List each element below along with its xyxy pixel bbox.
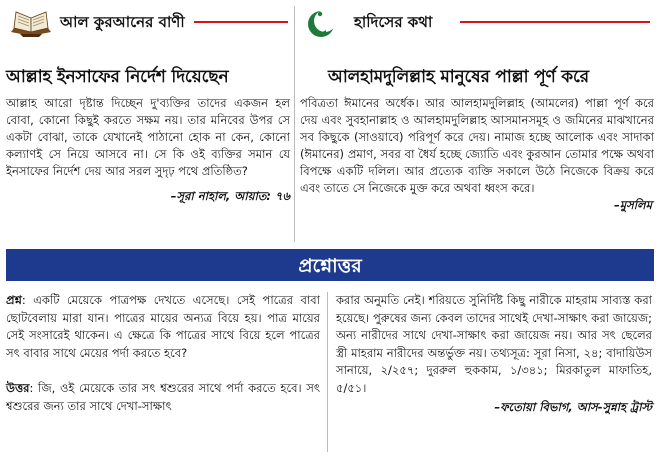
question-text: : একটি মেয়েকে পাত্রপক্ষ দেখতে এসেছে। সেই পাত্রের বাবা ছোটবেলায় মারা যান। পাত্রের মায়ের অন্যত্র বিয়ে হয়। পাত্র মায়ের সেই সংসারেই থাকেন। এ ক্ষেত্রে কি পাত্রের সাথে বিয়ে হলে পাত্রের সৎ বাবার সাথে মেয়ের পর্দা করতে হবে?	[6, 293, 320, 360]
crescent-icon	[304, 8, 338, 38]
answer-paragraph	[6, 380, 320, 415]
quran-book-icon	[8, 8, 54, 38]
question-paragraph	[6, 292, 320, 362]
hadith-reference: –মুসলিম	[614, 198, 652, 212]
quran-body: আল্লাহ আরো দৃষ্টান্ত দিচ্ছেন দু'ব্যক্তির তাদের একজন হল বোবা, কোনো কিছুই করতে সক্ষম নয়। তার মনিবের উপর সে একটা বোঝা, তাকে যেখানেই পাঠানো হোক না কেন, কোনো কল্যাণই সে নিয়ে আসবে না। সে কি ওই ব্যক্তির সমান যে ইনসাফের নির্দেশ দেয় আর সরল সুদৃঢ় পথে প্রতিষ্ঠিত?	[6, 96, 290, 178]
qa-reference: –ফতোয়া বিভাগ, আস-সুন্নাহ ট্রাস্ট	[494, 400, 652, 414]
qa-banner	[6, 249, 654, 281]
quran-section-header	[6, 0, 290, 44]
quran-header-rule	[194, 21, 288, 23]
answer-label: উত্তর	[6, 381, 30, 395]
quran-reference: –সূরা নাহাল, আয়াত: ৭৬	[170, 189, 290, 203]
answer-text-start: : জি, ওই মেয়েকে তার সৎ শ্বশুরের সাথে পর্দা করতে হবে। সৎ শ্বশুরের জন্য তার সাথে দেখা-সাক্ষাৎ	[6, 381, 320, 413]
column-divider	[294, 6, 295, 242]
qa-banner-title: প্রশ্নোত্তর	[298, 255, 362, 277]
answer-text-continued: করার অনুমতি নেই। শরিয়তে সুনির্দিষ্ট কিছু নারীকে মাহরাম সাব্যস্ত করা হয়েছে। পুরুষের জন্য কেবল তাদের সাথেই দেখা-সাক্ষাৎ করা জায়েজ; অন্য নারীদের সাথে দেখা-সাক্ষাৎ করা জায়েজ নয়। আর সৎ ছেলের স্ত্রী মাহরাম নারীদের অন্তর্ভুক্ত নয়। তথ্যসূত্র: সূরা নিসা, ২৪; বাদায়িউস সানায়ে, ২/২৫৭; দুররুল হুককাম, ১/৩৪১; মিরকাতুল মাফাতিহ, ৫/৫১।	[336, 293, 652, 395]
quran-title: আল্লাহ ইনসাফের নির্দেশ দিয়েছেন	[6, 67, 229, 87]
hadith-header-rule	[460, 21, 650, 23]
hadith-title: আলহামদুলিল্লাহ মানুষের পাল্লা পূর্ণ করে	[328, 67, 589, 87]
question-label: প্রশ্ন	[6, 293, 22, 307]
qa-right-column	[336, 292, 652, 418]
quran-section	[6, 0, 290, 207]
hadith-body: পবিত্রতা ঈমানের অর্ধেক। আর আলহামদুলিল্লাহ (আমলের) পাল্লা পূর্ণ করে দেয় এবং সুবহানাল্লাহ ও আলহামদুলিল্লাহ আসমানসমূহ ও জমিনের মাঝখানের সব কিছুকে (সাওয়াবে) পরিপূর্ণ করে দেয়। নামাজ হচ্ছে আলোক এবং সাদাকা (ঈমানের) প্রমাণ, সবর বা ধৈর্য হচ্ছে জ্যোতি এবং কুরআন তোমার পক্ষে অথবা বিপক্ষে একটি দলিল। আর প্রত্যেক ব্যক্তি সকালে উঠে নিজেকে বিক্রয় করে এবং তাতে সে নিজেকে মুক্ত করে অথবা ধ্বংস করে।	[300, 96, 654, 195]
quran-section-title: আল কুরআনের বাণী	[60, 13, 185, 31]
hadith-section-title: হাদিসের কথা	[354, 13, 433, 31]
qa-column-divider	[327, 292, 328, 452]
qa-left-column	[6, 292, 320, 415]
hadith-section	[300, 0, 654, 216]
hadith-section-header	[300, 0, 654, 44]
